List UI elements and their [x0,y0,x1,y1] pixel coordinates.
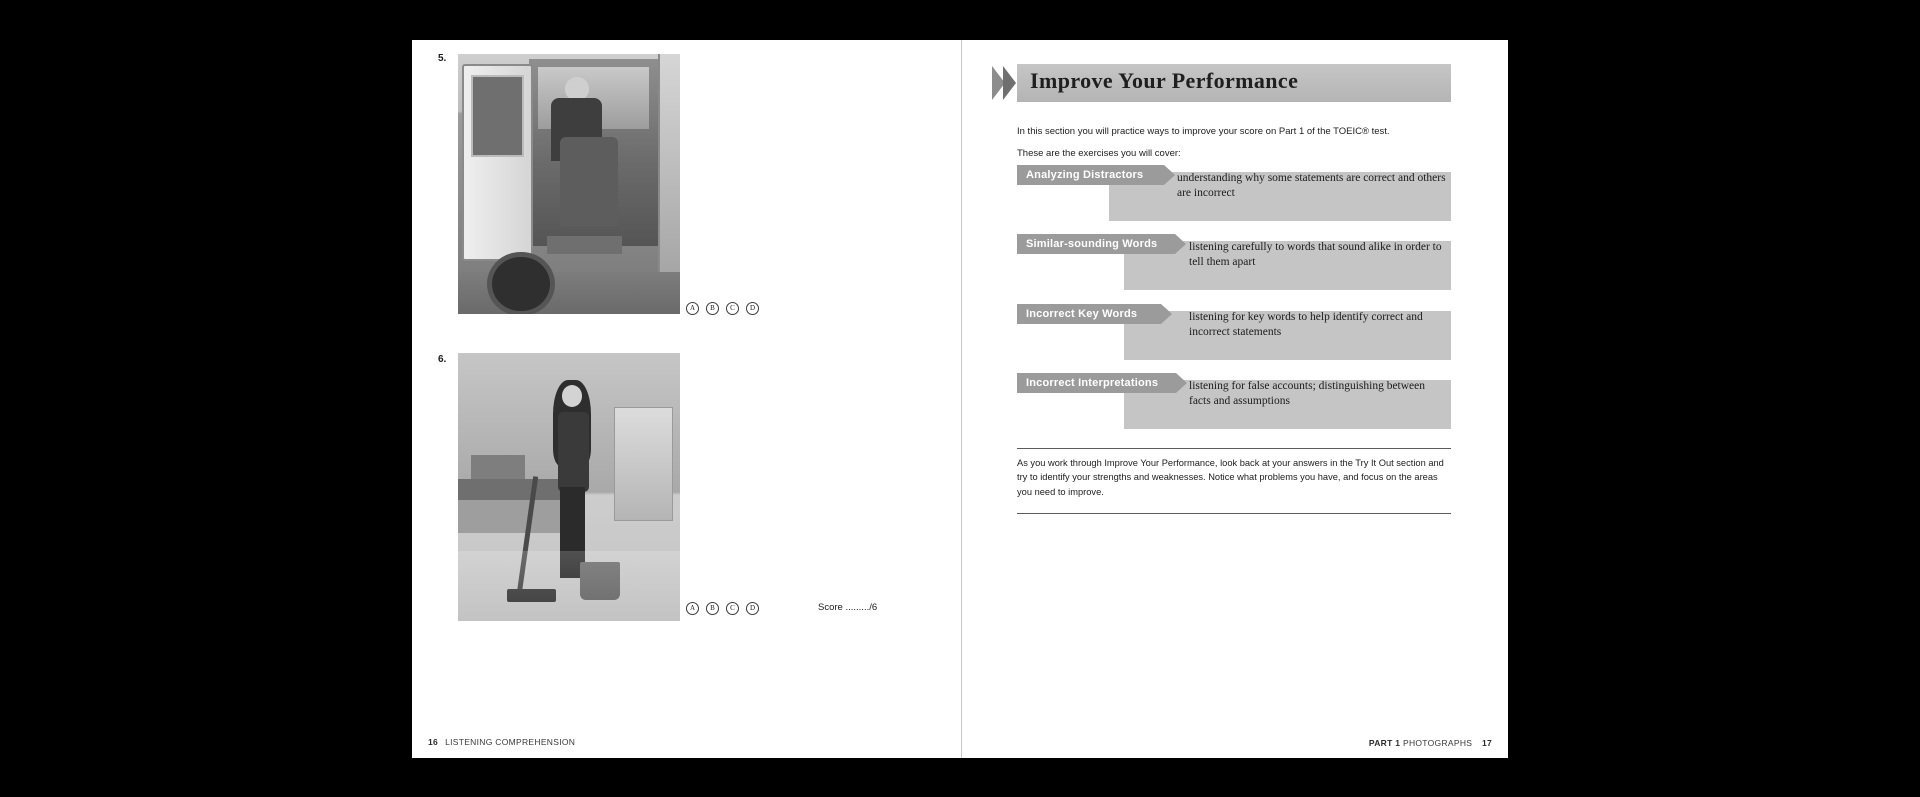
label-arrow-icon [1175,234,1186,254]
choice-a[interactable]: A [686,302,699,315]
intro-paragraph-2: These are the exercises you will cover: [1017,148,1181,159]
divider-bottom [1017,513,1451,514]
page-title: Improve Your Performance [1030,68,1299,93]
intro-paragraph-1: In this section you will practice ways to improve your score on Part 1 of the TOEIC® test. [1017,126,1390,137]
exercise-description: listening for key words to help identify correct and incorrect statements [1189,311,1423,338]
choice-b[interactable]: B [706,602,719,615]
score-value: ........./6 [845,602,878,613]
exercise-row-2 [1017,234,1451,290]
exercise-label-incorrect-key-words: Incorrect Key Words [1017,304,1161,324]
label-arrow-icon [1164,165,1175,185]
exercise-description: understanding why some statements are correct and others are incorrect [1177,172,1446,199]
question-photo-truck [458,54,680,314]
choice-a[interactable]: A [686,602,699,615]
right-page-footer [1369,738,1492,748]
exercise-label-incorrect-interpretations: Incorrect Interpretations [1017,373,1176,393]
running-head-title: PHOTOGRAPHS [1402,738,1473,748]
label-arrow-icon [1176,373,1187,393]
divider-top [1017,448,1451,449]
choice-d[interactable]: D [746,302,759,315]
score-label: Score [818,602,843,613]
choice-c[interactable]: C [726,602,739,615]
choice-b[interactable]: B [706,302,719,315]
answer-choices-6[interactable] [686,602,759,615]
question-photo-cleaner [458,353,680,621]
choice-c[interactable]: C [726,302,739,315]
answer-choices-5[interactable] [686,302,759,315]
page-number: 17 [1481,738,1492,748]
book-spread [412,40,1508,758]
score-line [818,602,877,613]
choice-d[interactable]: D [746,602,759,615]
question-number: 5. [438,53,447,64]
exercise-row-1 [1017,165,1451,221]
running-head: LISTENING COMPREHENSION [445,737,576,747]
exercise-label-analyzing-distractors: Analyzing Distractors [1017,165,1164,185]
page-number: 16 [428,737,439,747]
exercise-row-3 [1017,304,1451,360]
right-page [962,40,1508,758]
exercise-row-4 [1017,373,1451,429]
exercise-label-similar-sounding-words: Similar-sounding Words [1017,234,1175,254]
exercise-description: listening carefully to words that sound alike in order to tell them apart [1189,241,1442,268]
closing-paragraph: As you work through Improve Your Performance, look back at your answers in the Try It Out section and try to identify your strengths and weaknesses. Notice what problems you have, and focus on the areas you need to improve. [1017,458,1444,497]
running-head-part: PART 1 [1368,738,1401,748]
arrow-icon-inner [1003,66,1016,100]
label-arrow-icon [1161,304,1172,324]
left-page [412,40,962,758]
question-number: 6. [438,354,447,365]
exercise-description: listening for false accounts; distinguishing between facts and assumptions [1189,380,1426,407]
left-page-footer [428,737,575,747]
